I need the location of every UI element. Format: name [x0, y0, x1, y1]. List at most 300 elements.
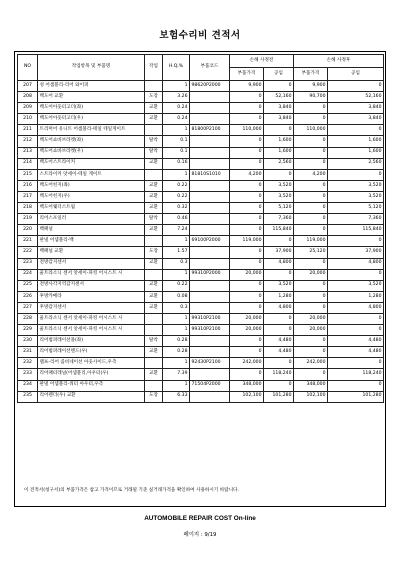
header-after-parts-price: 부품가격	[294, 68, 328, 81]
after-parts-price: 0	[294, 103, 328, 114]
work-type: 교환	[145, 103, 163, 114]
before-parts-price: 0	[230, 369, 264, 380]
work-type	[145, 269, 163, 280]
header-before-labor: 공임	[264, 68, 294, 81]
table-row	[18, 225, 384, 236]
before-labor: 0	[264, 380, 294, 391]
hq-value: 1	[163, 236, 190, 247]
part-code	[190, 203, 230, 214]
before-labor: 7,360	[264, 214, 294, 225]
table-row	[18, 136, 384, 147]
table-row	[18, 347, 384, 358]
row-number: 217	[18, 191, 38, 202]
hq-value: 1	[163, 325, 190, 336]
after-labor: 0	[328, 81, 384, 92]
before-labor: 1,600	[264, 147, 294, 158]
before-labor: 52,160	[264, 92, 294, 103]
after-labor: 0	[328, 269, 384, 280]
row-number: 233	[18, 369, 38, 380]
part-code: 99310P2100	[190, 325, 230, 336]
hq-value: 0.1	[163, 147, 190, 158]
header-before-parts-price: 부품가격	[230, 68, 264, 81]
hq-value: 1	[163, 81, 190, 92]
row-number: 214	[18, 158, 38, 169]
row-number: 227	[18, 302, 38, 313]
after-labor: 7,360	[328, 214, 384, 225]
item-name: 전방사각지역감지센서	[38, 280, 145, 291]
part-code: 99310P2000	[190, 269, 230, 280]
row-number: 207	[18, 81, 38, 92]
header-after-labor: 공임	[328, 68, 384, 81]
after-parts-price: 0	[294, 336, 328, 347]
item-name: 백도어 교환	[38, 92, 145, 103]
before-parts-price: 0	[230, 247, 264, 258]
table-row	[18, 369, 384, 380]
item-name: 램프-리어 콤비네이션 아웃사이드,우측	[38, 358, 145, 369]
before-labor: 1,280	[264, 291, 294, 302]
table-row	[18, 280, 384, 291]
hq-value: 0.22	[163, 191, 190, 202]
after-labor: 4,480	[328, 347, 384, 358]
row-number: 219	[18, 214, 38, 225]
table-row	[18, 269, 384, 280]
before-parts-price: 110,000	[230, 125, 264, 136]
row-number: 223	[18, 258, 38, 269]
row-number: 221	[18, 236, 38, 247]
part-code	[190, 369, 230, 380]
before-parts-price: 0	[230, 136, 264, 147]
row-number: 228	[18, 313, 38, 324]
table-row	[18, 81, 384, 92]
item-name: 리어범퍼레이션몰(좌)	[38, 336, 145, 347]
header-work: 작업	[145, 55, 163, 81]
hq-value: 1	[163, 169, 190, 180]
work-type: 교환	[145, 180, 163, 191]
after-labor: 0	[328, 169, 384, 180]
after-labor: 101,280	[328, 391, 384, 402]
hq-value: 7.39	[163, 369, 190, 380]
before-parts-price: 242,000	[230, 358, 264, 369]
work-type: 교환	[145, 258, 163, 269]
hq-value: 0.22	[163, 180, 190, 191]
hq-value: 1	[163, 269, 190, 280]
before-labor: 3,520	[264, 191, 294, 202]
hq-value: 0.28	[163, 347, 190, 358]
before-labor: 3,840	[264, 103, 294, 114]
before-labor: 3,840	[264, 114, 294, 125]
after-labor: 0	[328, 325, 384, 336]
part-code	[190, 291, 230, 302]
disclaimer-note: 이 견적서(청구서)의 부품가격은 참고 가격이므로 거래될 기준 실거래가격을 확인하여 사용하시기 바랍니다.	[24, 488, 239, 493]
row-number: 229	[18, 325, 38, 336]
after-parts-price: 242,000	[294, 358, 328, 369]
before-parts-price: 348,000	[230, 380, 264, 391]
work-type	[145, 169, 163, 180]
hq-value: 6.33	[163, 391, 190, 402]
before-labor: 3,520	[264, 180, 294, 191]
part-code	[190, 258, 230, 269]
before-parts-price: 0	[230, 258, 264, 269]
before-parts-price: 20,000	[230, 269, 264, 280]
before-parts-price: 0	[230, 92, 264, 103]
after-labor: 37,900	[328, 247, 384, 258]
before-parts-price: 0	[230, 302, 264, 313]
part-code	[190, 302, 230, 313]
work-type	[145, 325, 163, 336]
part-code	[190, 280, 230, 291]
part-code: 92430P2100	[190, 358, 230, 369]
row-number: 230	[18, 336, 38, 347]
document-title: 보험수리비 견적서	[159, 30, 241, 41]
before-parts-price: 9,900	[230, 81, 264, 92]
after-parts-price: 0	[294, 347, 328, 358]
after-parts-price: 0	[294, 180, 328, 191]
before-labor: 0	[264, 125, 294, 136]
item-name: 백도어스트라이커	[38, 158, 145, 169]
work-type: 교환	[145, 203, 163, 214]
after-parts-price: 348,000	[294, 380, 328, 391]
row-number: 213	[18, 147, 38, 158]
after-labor: 0	[328, 125, 384, 136]
after-parts-price: 0	[294, 147, 328, 158]
row-number: 211	[18, 125, 38, 136]
after-parts-price: 0	[294, 258, 328, 269]
before-parts-price: 0	[230, 225, 264, 236]
hq-value: 0.16	[163, 158, 190, 169]
work-type: 교환	[145, 225, 163, 236]
row-number: 209	[18, 103, 38, 114]
part-code	[190, 214, 230, 225]
before-parts-price: 0	[230, 147, 264, 158]
after-labor: 2,560	[328, 158, 384, 169]
before-labor: 0	[264, 358, 294, 369]
table-row	[18, 247, 384, 258]
part-code: 99310P2100	[190, 313, 230, 324]
hq-value: 7.24	[163, 225, 190, 236]
hq-value: 0.32	[163, 203, 190, 214]
after-labor: 0	[328, 380, 384, 391]
before-labor: 4,480	[264, 347, 294, 358]
row-number: 222	[18, 247, 38, 258]
after-parts-price: 0	[294, 136, 328, 147]
hq-value: 1	[163, 313, 190, 324]
work-type: 교환	[145, 291, 163, 302]
table-row	[18, 169, 384, 180]
part-code	[190, 103, 230, 114]
part-code: 81800P2100	[190, 125, 230, 136]
item-name: 트리머어 유니트 어셈블리-테일 테일게이트	[38, 125, 145, 136]
page-number: 페이지 : 9/19	[183, 532, 217, 538]
before-labor: 4,480	[264, 336, 294, 347]
header-before-adjustment: 손해 사정전	[230, 55, 294, 68]
item-name: 울트라소닉 센서 앗세이-파킹 어시스트 시	[38, 313, 145, 324]
before-labor: 4,800	[264, 302, 294, 313]
part-code	[190, 92, 230, 103]
item-name: 성 어셈블리-리어 와이퍼	[38, 81, 145, 92]
row-number: 232	[18, 358, 38, 369]
after-labor: 0	[328, 313, 384, 324]
before-labor: 3,520	[264, 280, 294, 291]
header-hq: H.Q,%	[163, 55, 190, 81]
part-code	[190, 136, 230, 147]
after-parts-price: 20,000	[294, 325, 328, 336]
before-labor: 37,900	[264, 247, 294, 258]
part-code	[190, 347, 230, 358]
part-code	[190, 158, 230, 169]
item-name: 백도어아웃터고더(우)	[38, 114, 145, 125]
work-type	[145, 380, 163, 391]
before-labor: 2,560	[264, 158, 294, 169]
work-type: 교환	[145, 280, 163, 291]
work-type: 탈착	[145, 336, 163, 347]
work-type: 교환	[145, 158, 163, 169]
after-parts-price: 0	[294, 225, 328, 236]
after-parts-price: 4,200	[294, 169, 328, 180]
item-name: 백도어쇼바브라켓(좌)	[38, 136, 145, 147]
table-row	[18, 336, 384, 347]
after-labor: 3,840	[328, 103, 384, 114]
after-labor: 1,280	[328, 291, 384, 302]
after-parts-price: 20,000	[294, 313, 328, 324]
row-number: 231	[18, 347, 38, 358]
row-number: 218	[18, 203, 38, 214]
table-row	[18, 92, 384, 103]
hq-value: 0.22	[163, 280, 190, 291]
item-name: 백도어웨더스트립	[38, 203, 145, 214]
hq-value: 0.28	[163, 336, 190, 347]
item-name: 판넬 어셈블리-쿼터 아우터,우측	[38, 380, 145, 391]
after-parts-price: 0	[294, 191, 328, 202]
item-name: 백도어아웃터고더(좌)	[38, 103, 145, 114]
hq-value: 1.57	[163, 247, 190, 258]
item-name: 울트라소닉 센서 앗세이-파킹 어시스트 시	[38, 325, 145, 336]
after-labor: 5,120	[328, 203, 384, 214]
hq-value: 3.26	[163, 92, 190, 103]
hq-value: 0.46	[163, 214, 190, 225]
after-parts-price: 0	[294, 369, 328, 380]
item-name: 리어범퍼레이션랜드(우)	[38, 347, 145, 358]
after-labor: 3,520	[328, 280, 384, 291]
hq-value: 0.3	[163, 302, 190, 313]
header-item: 작업항목 및 부품명	[38, 55, 145, 81]
item-name: 스트라이커 앗세이-테일 게이트	[38, 169, 145, 180]
before-parts-price: 0	[230, 191, 264, 202]
before-parts-price: 0	[230, 103, 264, 114]
item-name: 울트라소닉 센서 앗세이-파킹 어시스트 시	[38, 269, 145, 280]
before-labor: 5,120	[264, 203, 294, 214]
work-type	[145, 236, 163, 247]
footer-brand: AUTOMOBILE REPAIR COST On-line	[144, 515, 256, 522]
before-parts-price: 0	[230, 336, 264, 347]
table-row	[18, 214, 384, 225]
table-row	[18, 325, 384, 336]
hq-value: 0.24	[163, 103, 190, 114]
row-number: 234	[18, 380, 38, 391]
table-row	[18, 125, 384, 136]
after-parts-price: 119,000	[294, 236, 328, 247]
before-labor: 0	[264, 269, 294, 280]
before-labor: 0	[264, 236, 294, 247]
work-type	[145, 313, 163, 324]
part-code: 69100P2000	[190, 236, 230, 247]
item-name: 후방감지센서	[38, 302, 145, 313]
row-number: 210	[18, 114, 38, 125]
hq-value: 1	[163, 125, 190, 136]
item-name: 판넬 어셈블리-백	[38, 236, 145, 247]
before-labor: 115,840	[264, 225, 294, 236]
part-code: 71504P2000	[190, 380, 230, 391]
item-name: 리어펜더(우) 교환	[38, 391, 145, 402]
work-type: 교환	[145, 347, 163, 358]
after-labor: 118,240	[328, 369, 384, 380]
before-parts-price: 0	[230, 291, 264, 302]
before-labor: 1,600	[264, 136, 294, 147]
after-parts-price: 0	[294, 302, 328, 313]
after-labor: 1,600	[328, 147, 384, 158]
part-code	[190, 147, 230, 158]
after-labor: 3,520	[328, 191, 384, 202]
table-row	[18, 291, 384, 302]
before-labor: 0	[264, 169, 294, 180]
estimate-table	[17, 54, 384, 403]
table-row	[18, 313, 384, 324]
before-parts-price: 0	[230, 280, 264, 291]
before-parts-price: 4,200	[230, 169, 264, 180]
after-labor: 4,800	[328, 302, 384, 313]
item-name: 백도어힌지(좌)	[38, 180, 145, 191]
item-name: 전방감지센서	[38, 258, 145, 269]
row-number: 224	[18, 269, 38, 280]
before-parts-price: 0	[230, 214, 264, 225]
before-parts-price: 20,000	[230, 325, 264, 336]
after-labor: 1,600	[328, 136, 384, 147]
after-labor: 4,800	[328, 258, 384, 269]
after-parts-price: 90,700	[294, 92, 328, 103]
after-parts-price: 0	[294, 158, 328, 169]
row-number: 220	[18, 225, 38, 236]
table-row	[18, 203, 384, 214]
work-type: 교환	[145, 369, 163, 380]
after-labor: 3,520	[328, 180, 384, 191]
after-labor: 0	[328, 358, 384, 369]
table-row	[18, 380, 384, 391]
before-parts-price: 0	[230, 203, 264, 214]
hq-value: 1	[163, 358, 190, 369]
work-type	[145, 125, 163, 136]
before-parts-price: 0	[230, 180, 264, 191]
estimate-rows	[18, 81, 384, 403]
work-type: 탈착	[145, 136, 163, 147]
hq-value: 0.1	[163, 136, 190, 147]
table-row	[18, 180, 384, 191]
work-type: 탈착	[145, 147, 163, 158]
table-row	[18, 358, 384, 369]
before-labor: 0	[264, 313, 294, 324]
table-row	[18, 302, 384, 313]
after-labor: 3,840	[328, 114, 384, 125]
header-no: NO	[18, 55, 38, 81]
header-after-adjustment: 손해 사정후	[294, 55, 384, 68]
table-row	[18, 191, 384, 202]
after-parts-price: 110,000	[294, 125, 328, 136]
item-name: 리어스포일러	[38, 214, 145, 225]
after-parts-price: 0	[294, 291, 328, 302]
row-number: 235	[18, 391, 38, 402]
hq-value: 0.24	[163, 114, 190, 125]
part-code	[190, 114, 230, 125]
after-parts-price: 20,000	[294, 269, 328, 280]
after-labor: 0	[328, 236, 384, 247]
hq-value: 0.08	[163, 291, 190, 302]
row-number: 216	[18, 180, 38, 191]
part-code: 81810S1010	[190, 169, 230, 180]
table-row	[18, 147, 384, 158]
hq-value: 1	[163, 380, 190, 391]
before-parts-price: 119,000	[230, 236, 264, 247]
part-code	[190, 391, 230, 402]
item-name: 백도어쇼바브라켓(우)	[38, 147, 145, 158]
work-type: 도장	[145, 92, 163, 103]
before-parts-price: 20,000	[230, 313, 264, 324]
table-row	[18, 258, 384, 269]
hq-value: 0.3	[163, 258, 190, 269]
item-name: 백패널 교환	[38, 247, 145, 258]
before-labor: 101,280	[264, 391, 294, 402]
row-number: 212	[18, 136, 38, 147]
row-number: 226	[18, 291, 38, 302]
work-type: 도장	[145, 247, 163, 258]
before-labor: 4,800	[264, 258, 294, 269]
row-number: 208	[18, 92, 38, 103]
work-type: 탈착	[145, 214, 163, 225]
part-code	[190, 180, 230, 191]
after-parts-price: 0	[294, 114, 328, 125]
part-code: 98620P2000	[190, 81, 230, 92]
after-labor: 115,840	[328, 225, 384, 236]
item-name: 백패널	[38, 225, 145, 236]
row-number: 215	[18, 169, 38, 180]
after-parts-price: 0	[294, 214, 328, 225]
work-type	[145, 358, 163, 369]
header-part-code: 부품코드	[190, 55, 230, 81]
table-row	[18, 114, 384, 125]
part-code	[190, 247, 230, 258]
before-parts-price: 102,100	[230, 391, 264, 402]
table-row	[18, 236, 384, 247]
before-parts-price: 0	[230, 158, 264, 169]
item-name: 리어패터레널(어셈블리,아우터(우)	[38, 369, 145, 380]
after-parts-price: 9,900	[294, 81, 328, 92]
work-type: 교환	[145, 302, 163, 313]
part-code	[190, 191, 230, 202]
after-parts-price: 0	[294, 203, 328, 214]
table-row	[18, 158, 384, 169]
part-code	[190, 225, 230, 236]
before-labor: 118,240	[264, 369, 294, 380]
item-name: 백도어힌지(우)	[38, 191, 145, 202]
item-name: 후방카메라	[38, 291, 145, 302]
after-parts-price: 0	[294, 280, 328, 291]
work-type	[145, 81, 163, 92]
before-labor: 0	[264, 325, 294, 336]
before-parts-price: 0	[230, 347, 264, 358]
after-labor: 52,160	[328, 92, 384, 103]
before-labor: 0	[264, 81, 294, 92]
after-parts-price: 25,120	[294, 247, 328, 258]
after-parts-price: 102,100	[294, 391, 328, 402]
work-type: 교환	[145, 191, 163, 202]
after-labor: 4,480	[328, 336, 384, 347]
